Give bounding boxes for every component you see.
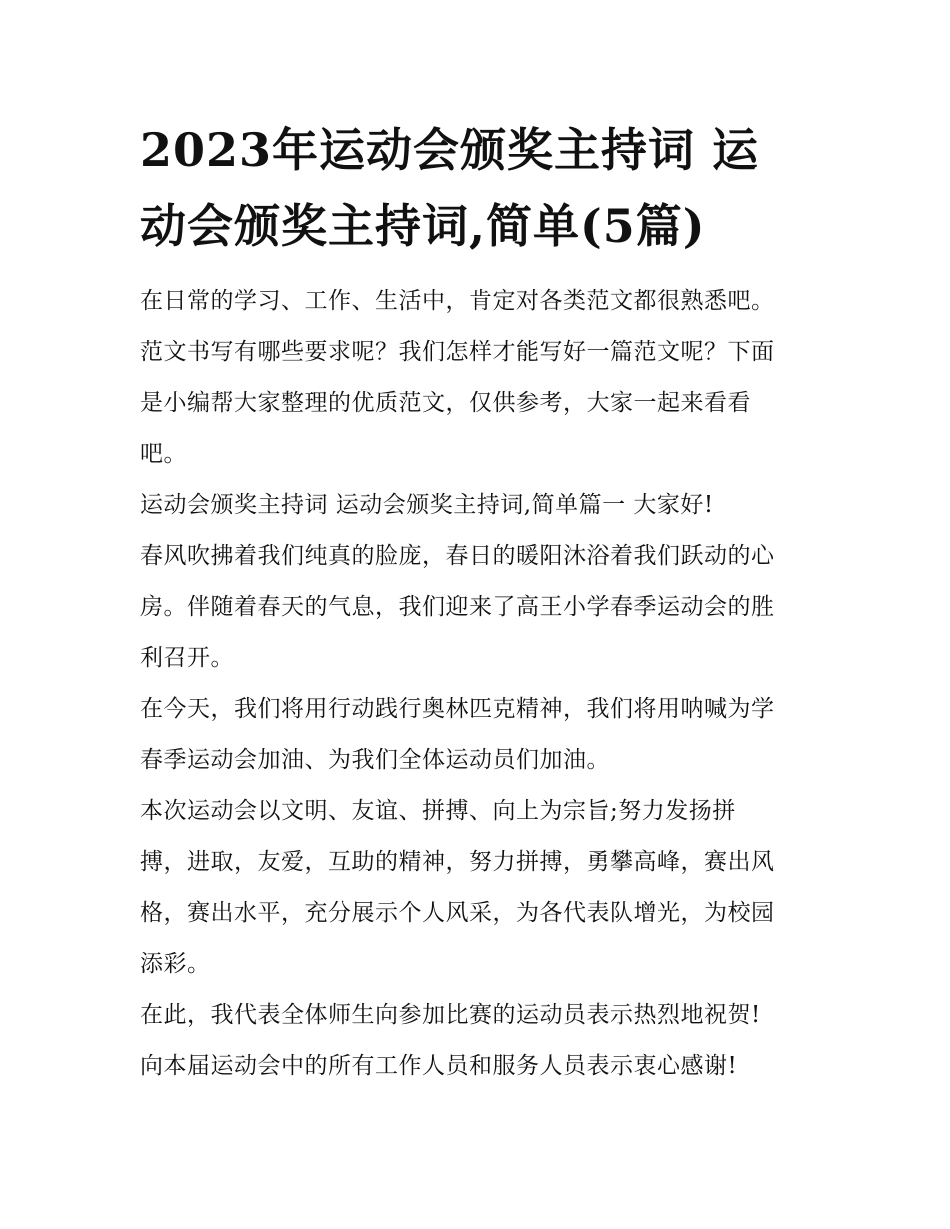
- text-line: 房。伴随着春天的气息，我们迎来了高王小学春季运动会的胜: [140, 594, 775, 620]
- text-line: 格，赛出水平，充分展示个人风采，为各代表队增光，为校园: [140, 900, 775, 926]
- text-line: 是小编帮大家整理的优质范文，仅供参考，大家一起来看看: [140, 390, 751, 416]
- text-line: 利召开。: [140, 645, 234, 671]
- text-line: 运动会颁奖主持词 运动会颁奖主持词,简单篇一 大家好!: [140, 492, 714, 518]
- text-line: 添彩。: [140, 951, 211, 977]
- text-line: 在此，我代表全体师生向参加比赛的运动员表示热烈地祝贺!: [140, 1002, 761, 1028]
- text-line: 在今天，我们将用行动践行奥林匹克精神，我们将用呐喊为学: [140, 696, 775, 722]
- text-line: 在日常的学习、工作、生活中，肯定对各类范文都很熟悉吧。: [140, 288, 775, 314]
- text-line: 春风吹拂着我们纯真的脸庞，春日的暖阳沐浴着我们跃动的心: [140, 543, 775, 569]
- text-line: 吧。: [140, 441, 187, 467]
- document-title: [140, 112, 820, 264]
- document-body: [140, 276, 812, 1092]
- text-line: 搏，进取，友爱，互助的精神，努力拼搏，勇攀高峰，赛出风: [140, 849, 775, 875]
- text-line: 本次运动会以文明、友谊、拼搏、向上为宗旨;努力发扬拼: [140, 798, 736, 824]
- paragraph-thanks: [140, 1041, 812, 1092]
- paragraph-section-heading: [140, 480, 812, 531]
- paragraph-today: [140, 684, 812, 786]
- paragraph-intro: [140, 276, 812, 480]
- title-line-2: 动会颁奖主持词,简单(5篇): [140, 199, 706, 253]
- title-line-1: 2023年运动会颁奖主持词 运: [140, 123, 760, 177]
- paragraph-spring: [140, 531, 812, 684]
- text-line: 春季运动会加油、为我们全体运动员们加油。: [140, 747, 610, 773]
- text-line: 向本届运动会中的所有工作人员和服务人员表示衷心感谢!: [140, 1053, 738, 1079]
- paragraph-purpose: [140, 786, 812, 990]
- text-line: 范文书写有哪些要求呢？我们怎样才能写好一篇范文呢？下面: [140, 339, 775, 365]
- paragraph-congratulations: [140, 990, 812, 1041]
